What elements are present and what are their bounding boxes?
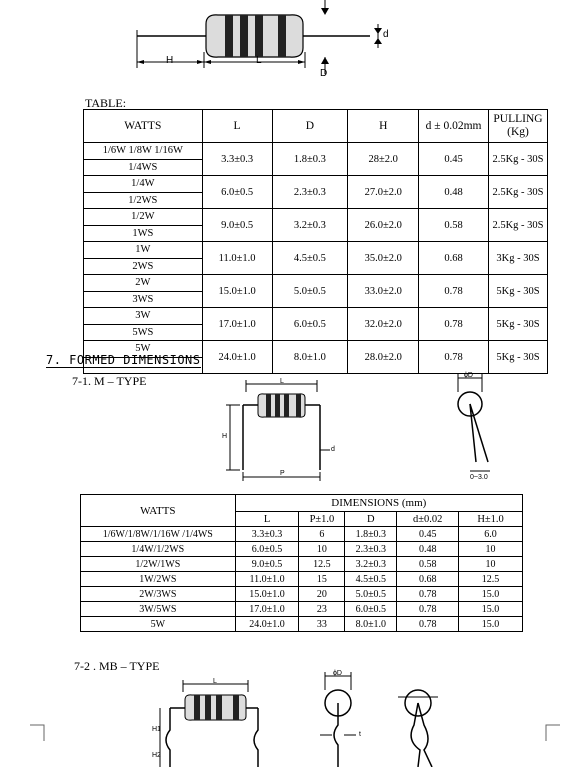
t2-value-cell: 3.3±0.3 <box>235 527 299 542</box>
dim-L-label: L <box>256 55 262 66</box>
cell-L: 17.0±1.0 <box>202 308 272 341</box>
watts-primary: 3W <box>84 308 203 325</box>
t2-value-cell: 23 <box>299 602 345 617</box>
t2-value-cell: 24.0±1.0 <box>235 617 299 632</box>
cell-L: 24.0±1.0 <box>202 341 272 374</box>
cell-D: 5.0±0.5 <box>272 275 348 308</box>
t2-value-cell: 6.0 <box>459 527 523 542</box>
t2-subheader: P±1.0 <box>299 512 345 527</box>
t2-value-cell: 10 <box>459 557 523 572</box>
cell-H: 28±2.0 <box>348 143 419 176</box>
t2-value-cell: 3.2±0.3 <box>345 557 397 572</box>
m-type-P-label: P <box>280 470 285 477</box>
cell-D: 2.3±0.3 <box>272 176 348 209</box>
watts-primary: 1/2W <box>84 209 203 226</box>
t2-subheader: d±0.02 <box>397 512 459 527</box>
watts-primary: 5W <box>84 341 203 358</box>
mb-type-phiD-label: ϕD <box>333 670 342 677</box>
t2-watts-cell: 3W/5WS <box>81 602 236 617</box>
t2-value-cell: 12.5 <box>299 557 345 572</box>
cell-L: 11.0±1.0 <box>202 242 272 275</box>
watts-secondary: 2WS <box>84 258 203 275</box>
cell-P: 5Kg - 30S <box>489 308 548 341</box>
t2-subheader: D <box>345 512 397 527</box>
cell-d: 0.58 <box>419 209 489 242</box>
mb-type-H2-label: H2 <box>152 752 161 759</box>
cell-H: 33.0±2.0 <box>348 275 419 308</box>
cell-P: 5Kg - 30S <box>489 341 548 374</box>
m-type-phiD-label: ϕD <box>464 372 473 379</box>
t2-watts-cell: 1W/2WS <box>81 572 236 587</box>
watts-secondary: 1/4WS <box>84 159 203 176</box>
m-type-range-label: 0~3.0 <box>470 474 488 481</box>
table-label: TABLE: <box>85 96 127 110</box>
watts-secondary: 1/2WS <box>84 192 203 209</box>
cell-H: 35.0±2.0 <box>348 242 419 275</box>
cell-P: 3Kg - 30S <box>489 242 548 275</box>
t2-value-cell: 15.0 <box>459 587 523 602</box>
mb-type-H1-label: H1 <box>152 726 161 733</box>
t2-value-cell: 0.58 <box>397 557 459 572</box>
watts-secondary: 5WS <box>84 324 203 341</box>
t2-value-cell: 0.68 <box>397 572 459 587</box>
t2-value-cell: 12.5 <box>459 572 523 587</box>
mb-type-t-label: t <box>359 731 361 738</box>
t2-watts-cell: 1/2W/1WS <box>81 557 236 572</box>
t2-subheader: H±1.0 <box>459 512 523 527</box>
cell-d: 0.78 <box>419 341 489 374</box>
cell-H: 32.0±2.0 <box>348 308 419 341</box>
t2-watts-cell: 5W <box>81 617 236 632</box>
t2-value-cell: 15 <box>299 572 345 587</box>
cell-D: 8.0±1.0 <box>272 341 348 374</box>
cell-H: 28.0±2.0 <box>348 341 419 374</box>
cell-L: 15.0±1.0 <box>202 275 272 308</box>
mb-type-L-label: L <box>213 678 217 685</box>
dim-D-label: D <box>320 68 328 79</box>
t2-value-cell: 0.48 <box>397 542 459 557</box>
t2-value-cell: 5.0±0.5 <box>345 587 397 602</box>
t2-value-cell: 0.78 <box>397 587 459 602</box>
cell-L: 9.0±0.5 <box>202 209 272 242</box>
t2-value-cell: 8.0±1.0 <box>345 617 397 632</box>
watts-secondary: 1WS <box>84 225 203 242</box>
header-pulling: PULLING (Kg) <box>489 110 548 143</box>
section-7-title: 7. FORMED DIMENSIONS <box>46 353 201 367</box>
t2-value-cell: 20 <box>299 587 345 602</box>
t2-watts-cell: 1/6W/1/8W/1/16W /1/4WS <box>81 527 236 542</box>
cell-H: 26.0±2.0 <box>348 209 419 242</box>
t2-subheader: L <box>235 512 299 527</box>
cell-d: 0.45 <box>419 143 489 176</box>
t2-watts-cell: 1/4W/1/2WS <box>81 542 236 557</box>
cell-d: 0.78 <box>419 275 489 308</box>
t2-value-cell: 15.0±1.0 <box>235 587 299 602</box>
header-D: D <box>272 110 348 143</box>
t2-value-cell: 10 <box>459 542 523 557</box>
t2-watts-cell: 2W/3WS <box>81 587 236 602</box>
dim-d-label: d <box>383 29 389 40</box>
t2-value-cell: 17.0±1.0 <box>235 602 299 617</box>
t2-value-cell: 11.0±1.0 <box>235 572 299 587</box>
t2-value-cell: 33 <box>299 617 345 632</box>
t2-header-dimensions: DIMENSIONS (mm) <box>235 495 522 512</box>
t2-value-cell: 0.78 <box>397 617 459 632</box>
watts-primary: 1/6W 1/8W 1/16W <box>84 143 203 160</box>
t2-value-cell: 6 <box>299 527 345 542</box>
t2-header-watts: WATTS <box>81 495 236 527</box>
cell-L: 6.0±0.5 <box>202 176 272 209</box>
t2-value-cell: 0.78 <box>397 602 459 617</box>
cell-H: 27.0±2.0 <box>348 176 419 209</box>
cell-P: 2.5Kg - 30S <box>489 209 548 242</box>
m-type-d-label: d <box>331 446 335 453</box>
cell-P: 5Kg - 30S <box>489 275 548 308</box>
watts-primary: 2W <box>84 275 203 292</box>
t2-value-cell: 2.3±0.3 <box>345 542 397 557</box>
t2-value-cell: 10 <box>299 542 345 557</box>
t2-value-cell: 0.45 <box>397 527 459 542</box>
cell-d: 0.68 <box>419 242 489 275</box>
t2-value-cell: 1.8±0.3 <box>345 527 397 542</box>
cell-D: 4.5±0.5 <box>272 242 348 275</box>
section-7-2-title: 7-2 . MB – TYPE <box>74 659 160 673</box>
watts-secondary: 3WS <box>84 291 203 308</box>
cell-P: 2.5Kg - 30S <box>489 143 548 176</box>
m-type-H-label: H <box>222 433 228 440</box>
t2-value-cell: 15.0 <box>459 602 523 617</box>
cell-L: 3.3±0.3 <box>202 143 272 176</box>
cell-D: 6.0±0.5 <box>272 308 348 341</box>
header-H: H <box>348 110 419 143</box>
header-watts: WATTS <box>84 110 203 143</box>
t2-value-cell: 9.0±0.5 <box>235 557 299 572</box>
watts-primary: 1/4W <box>84 176 203 193</box>
m-type-L-label: L <box>280 378 284 385</box>
header-d: d ± 0.02mm <box>419 110 489 143</box>
cell-D: 1.8±0.3 <box>272 143 348 176</box>
header-L: L <box>202 110 272 143</box>
section-7-1-title: 7-1. M – TYPE <box>72 374 147 388</box>
cell-P: 2.5Kg - 30S <box>489 176 548 209</box>
cell-d: 0.78 <box>419 308 489 341</box>
cell-d: 0.48 <box>419 176 489 209</box>
cell-D: 3.2±0.3 <box>272 209 348 242</box>
dim-H-label: H <box>166 55 174 66</box>
t2-value-cell: 15.0 <box>459 617 523 632</box>
t2-value-cell: 6.0±0.5 <box>345 602 397 617</box>
t2-value-cell: 4.5±0.5 <box>345 572 397 587</box>
watts-primary: 1W <box>84 242 203 259</box>
t2-value-cell: 6.0±0.5 <box>235 542 299 557</box>
